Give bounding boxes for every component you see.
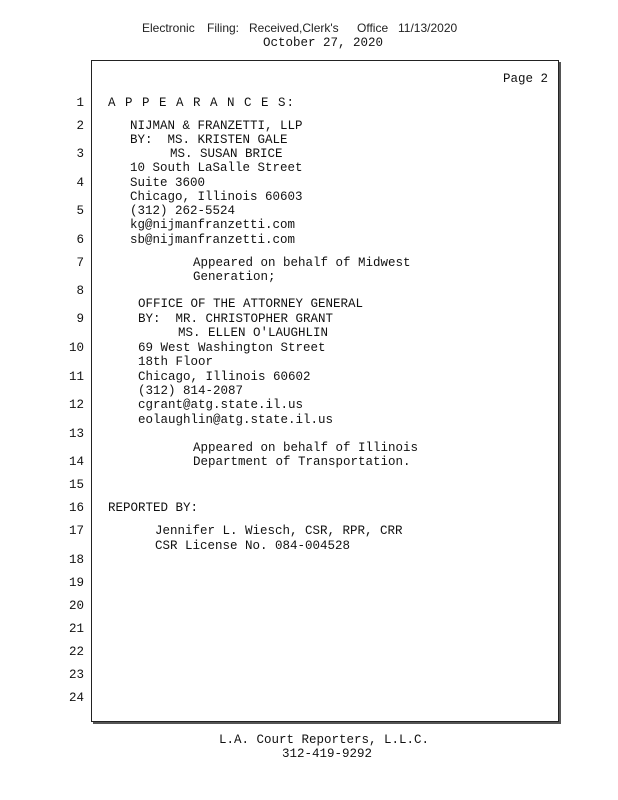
filing-header-filing: Filing: xyxy=(207,21,240,35)
filing-header-date: 11/13/2020 xyxy=(398,21,458,35)
reported-by-heading: REPORTED BY: xyxy=(108,501,199,515)
firm-name: OFFICE OF THE ATTORNEY GENERAL xyxy=(138,297,364,311)
email-address: sb@nijmanfranzetti.com xyxy=(130,233,296,247)
line-number: 3 xyxy=(76,147,84,161)
filing-header-electronic: Electronic xyxy=(142,21,195,35)
deposition-date: October 27, 2020 xyxy=(263,36,384,50)
firm-name: NIJMAN & FRANZETTI, LLP xyxy=(130,119,303,133)
phone-number: (312) 262-5524 xyxy=(130,204,236,218)
line-number: 1 xyxy=(76,96,84,110)
city-state-zip: Chicago, Illinois 60603 xyxy=(130,190,303,204)
line-number: 18 xyxy=(68,553,84,567)
reporter-license: CSR License No. 084-004528 xyxy=(155,539,351,553)
floor: 18th Floor xyxy=(138,355,214,369)
appearance-statement: Department of Transportation. xyxy=(193,455,411,469)
attorney-name: MS. ELLEN O'LAUGHLIN xyxy=(178,326,329,340)
line-number: 19 xyxy=(68,576,84,590)
email-address: eolaughlin@atg.state.il.us xyxy=(138,413,334,427)
street-address: 10 South LaSalle Street xyxy=(130,161,303,175)
appearance-statement: Generation; xyxy=(193,270,276,284)
footer-phone: 312-419-9292 xyxy=(282,747,373,761)
line-number: 21 xyxy=(68,622,84,636)
phone-number: (312) 814-2087 xyxy=(138,384,244,398)
line-number: 14 xyxy=(68,455,84,469)
line-number: 10 xyxy=(68,341,84,355)
footer-company: L.A. Court Reporters, L.L.C. xyxy=(219,733,430,747)
filing-header-office: Office xyxy=(357,21,389,35)
attorney-by-line: BY: MR. CHRISTOPHER GRANT xyxy=(138,312,334,326)
attorney-name: MS. SUSAN BRICE xyxy=(170,147,283,161)
line-number: 16 xyxy=(68,501,84,515)
line-number: 7 xyxy=(76,256,84,270)
line-number: 12 xyxy=(68,398,84,412)
line-number: 11 xyxy=(68,370,84,384)
reporter-name: Jennifer L. Wiesch, CSR, RPR, CRR xyxy=(155,524,403,538)
filing-header-received: Received,Clerk's xyxy=(249,21,339,35)
appearance-statement: Appeared on behalf of Midwest xyxy=(193,256,411,270)
line-number: 24 xyxy=(68,691,84,705)
city-state-zip: Chicago, Illinois 60602 xyxy=(138,370,311,384)
line-number: 17 xyxy=(68,524,84,538)
email-address: kg@nijmanfranzetti.com xyxy=(130,218,296,232)
email-address: cgrant@atg.state.il.us xyxy=(138,398,304,412)
line-number: 4 xyxy=(76,176,84,190)
appearances-heading: A P P E A R A N C E S: xyxy=(108,96,296,110)
line-number: 6 xyxy=(76,233,84,247)
page-number-label: Page 2 xyxy=(503,72,549,86)
line-number: 5 xyxy=(76,204,84,218)
street-address: 69 West Washington Street xyxy=(138,341,326,355)
line-number: 20 xyxy=(68,599,84,613)
line-number: 2 xyxy=(76,119,84,133)
attorney-by-line: BY: MS. KRISTEN GALE xyxy=(130,133,288,147)
line-number: 8 xyxy=(76,284,84,298)
suite: Suite 3600 xyxy=(130,176,206,190)
line-number: 13 xyxy=(68,427,84,441)
line-number: 15 xyxy=(68,478,84,492)
line-number: 23 xyxy=(68,668,84,682)
appearance-statement: Appeared on behalf of Illinois xyxy=(193,441,419,455)
line-number: 9 xyxy=(76,312,84,326)
line-number: 22 xyxy=(68,645,84,659)
